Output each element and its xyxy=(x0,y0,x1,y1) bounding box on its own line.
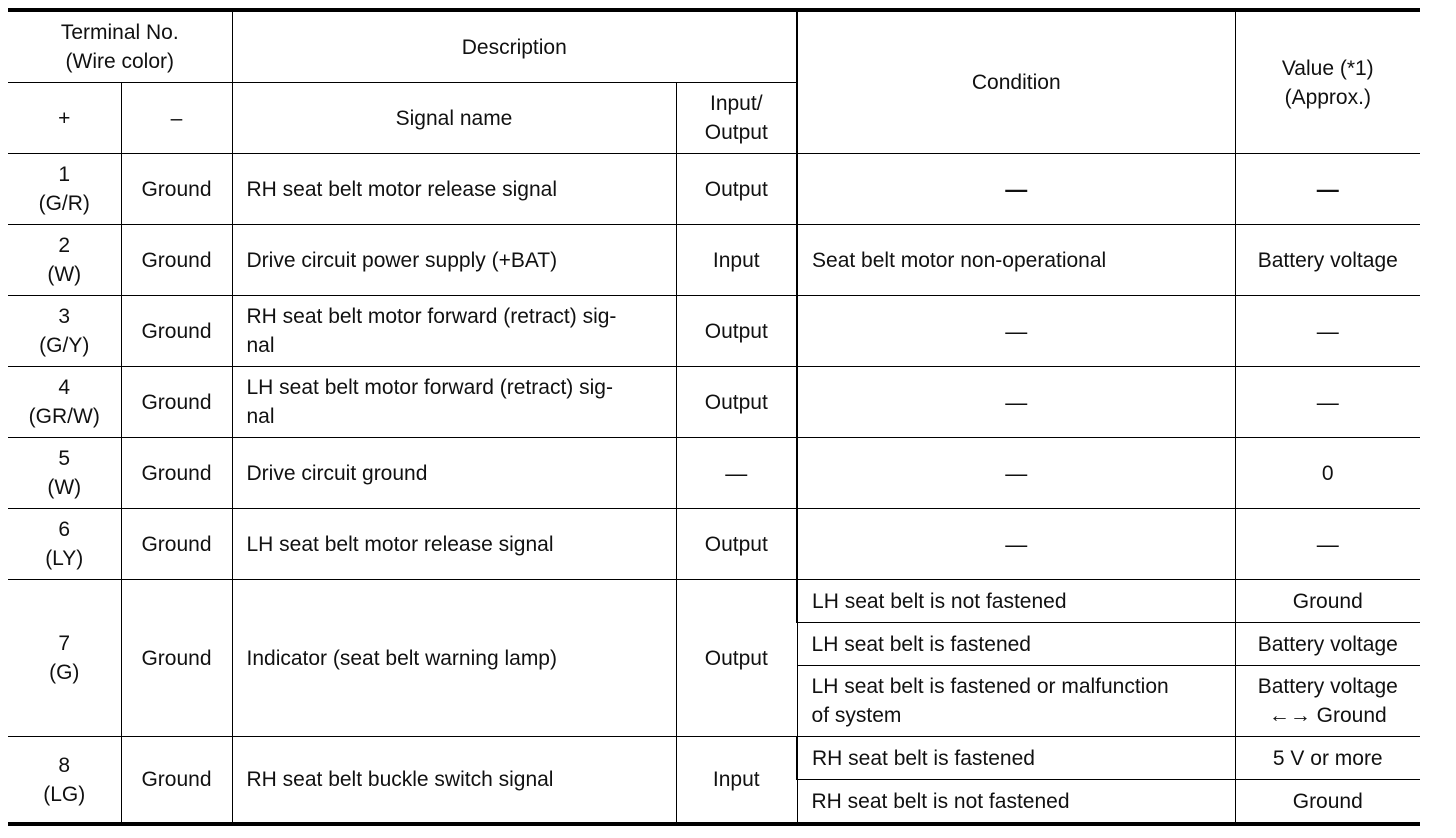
signal-name xyxy=(232,296,676,367)
minus-terminal: Ground xyxy=(121,737,232,825)
terminal-no: 8 xyxy=(58,753,71,777)
value: 0 xyxy=(1235,438,1420,509)
condition: RH seat belt is fastened xyxy=(797,737,1235,780)
table-row xyxy=(8,154,1420,225)
terminal-no: 4 xyxy=(58,376,71,399)
wire-color: (GR/W) xyxy=(28,405,100,428)
value: Battery voltage xyxy=(1235,623,1420,666)
value: Battery voltage xyxy=(1235,225,1420,296)
condition: — xyxy=(797,509,1235,580)
value-line1: Battery voltage xyxy=(1257,675,1398,698)
value: — xyxy=(1235,154,1420,225)
condition-line1: LH seat belt is fastened or malfunction xyxy=(811,675,1169,698)
header-terminal-line1: Terminal No. xyxy=(60,21,179,44)
minus-terminal: Ground xyxy=(121,509,232,580)
minus-terminal: Ground xyxy=(121,225,232,296)
input-output: Output xyxy=(676,154,797,225)
value xyxy=(1235,666,1420,737)
header-signal-name: Signal name xyxy=(232,83,676,154)
condition-line2: of system xyxy=(811,704,902,727)
terminal-number xyxy=(8,367,121,438)
terminal-number xyxy=(8,580,121,737)
header-terminal xyxy=(8,10,232,83)
terminal-no: 2 xyxy=(58,234,71,257)
header-io-line1: Input/ xyxy=(709,92,763,115)
input-output: Output xyxy=(676,367,797,438)
wire-color: (W) xyxy=(47,476,82,499)
condition: LH seat belt is fastened xyxy=(797,623,1235,666)
terminal-number xyxy=(8,225,121,296)
wire-color: (LY) xyxy=(45,547,84,570)
condition: — xyxy=(797,154,1235,225)
wire-color: (G/Y) xyxy=(39,334,90,357)
terminal-table-container xyxy=(8,8,1420,826)
header-minus: – xyxy=(121,83,232,154)
input-output: Input xyxy=(676,737,797,825)
signal-name: Indicator (seat belt warning lamp) xyxy=(232,580,676,737)
terminal-number xyxy=(8,154,121,225)
condition: Seat belt motor non-operational xyxy=(797,225,1235,296)
minus-terminal: Ground xyxy=(121,438,232,509)
value: 5 V or more xyxy=(1235,737,1420,780)
input-output: Output xyxy=(676,509,797,580)
header-io-line2: Output xyxy=(704,121,768,144)
terminal-no: 6 xyxy=(58,518,71,541)
terminal-no: 1 xyxy=(58,163,71,186)
condition: LH seat belt is not fastened xyxy=(797,580,1235,623)
table-row xyxy=(8,296,1420,367)
terminal-number xyxy=(8,737,121,825)
value-line2: ←→ Ground xyxy=(1268,704,1387,727)
terminal-no: 7 xyxy=(58,632,71,655)
signal-name: LH seat belt motor release signal xyxy=(232,509,676,580)
condition xyxy=(797,666,1235,737)
signal-name: Drive circuit ground xyxy=(232,438,676,509)
header-plus: + xyxy=(8,83,121,154)
header-input-output xyxy=(676,83,797,154)
value: — xyxy=(1235,509,1420,580)
terminal-no: 5 xyxy=(58,447,71,470)
value: Ground xyxy=(1235,780,1420,825)
header-condition: Condition xyxy=(797,10,1235,154)
minus-terminal: Ground xyxy=(121,580,232,737)
table-row xyxy=(8,367,1420,438)
condition: — xyxy=(797,296,1235,367)
header-description: Description xyxy=(232,10,797,83)
signal-name-line2: nal xyxy=(246,405,275,428)
input-output: — xyxy=(676,438,797,509)
header-value-line1: Value (*1) xyxy=(1281,56,1374,80)
value: — xyxy=(1235,367,1420,438)
signal-name: RH seat belt buckle switch signal xyxy=(232,737,676,825)
table-row xyxy=(8,737,1420,780)
signal-name-line1: RH seat belt motor forward (retract) sig- xyxy=(246,305,617,328)
condition: — xyxy=(797,438,1235,509)
signal-name-line2: nal xyxy=(246,334,275,357)
table-row xyxy=(8,580,1420,623)
header-terminal-line2: (Wire color) xyxy=(65,50,174,73)
condition: RH seat belt is not fastened xyxy=(797,780,1235,825)
input-output: Output xyxy=(676,296,797,367)
header-value xyxy=(1235,10,1420,154)
minus-terminal: Ground xyxy=(121,154,232,225)
value: Ground xyxy=(1235,580,1420,623)
condition: — xyxy=(797,367,1235,438)
wire-color: (G/R) xyxy=(38,192,90,215)
header-value-line2: (Approx.) xyxy=(1284,85,1371,109)
input-output: Input xyxy=(676,225,797,296)
minus-terminal: Ground xyxy=(121,367,232,438)
table-row xyxy=(8,438,1420,509)
signal-name: RH seat belt motor release signal xyxy=(232,154,676,225)
wire-color: (LG) xyxy=(43,782,86,806)
signal-name-line1: LH seat belt motor forward (retract) sig- xyxy=(246,376,613,399)
signal-name: Drive circuit power supply (+BAT) xyxy=(232,225,676,296)
terminal-number xyxy=(8,509,121,580)
terminal-number xyxy=(8,296,121,367)
value: — xyxy=(1235,296,1420,367)
table-row xyxy=(8,225,1420,296)
terminal-number xyxy=(8,438,121,509)
terminal-no: 3 xyxy=(58,305,71,328)
minus-terminal: Ground xyxy=(121,296,232,367)
input-output: Output xyxy=(676,580,797,737)
terminal-table xyxy=(8,8,1420,826)
wire-color: (W) xyxy=(47,263,82,286)
table-row xyxy=(8,509,1420,580)
wire-color: (G) xyxy=(49,661,80,684)
signal-name xyxy=(232,367,676,438)
